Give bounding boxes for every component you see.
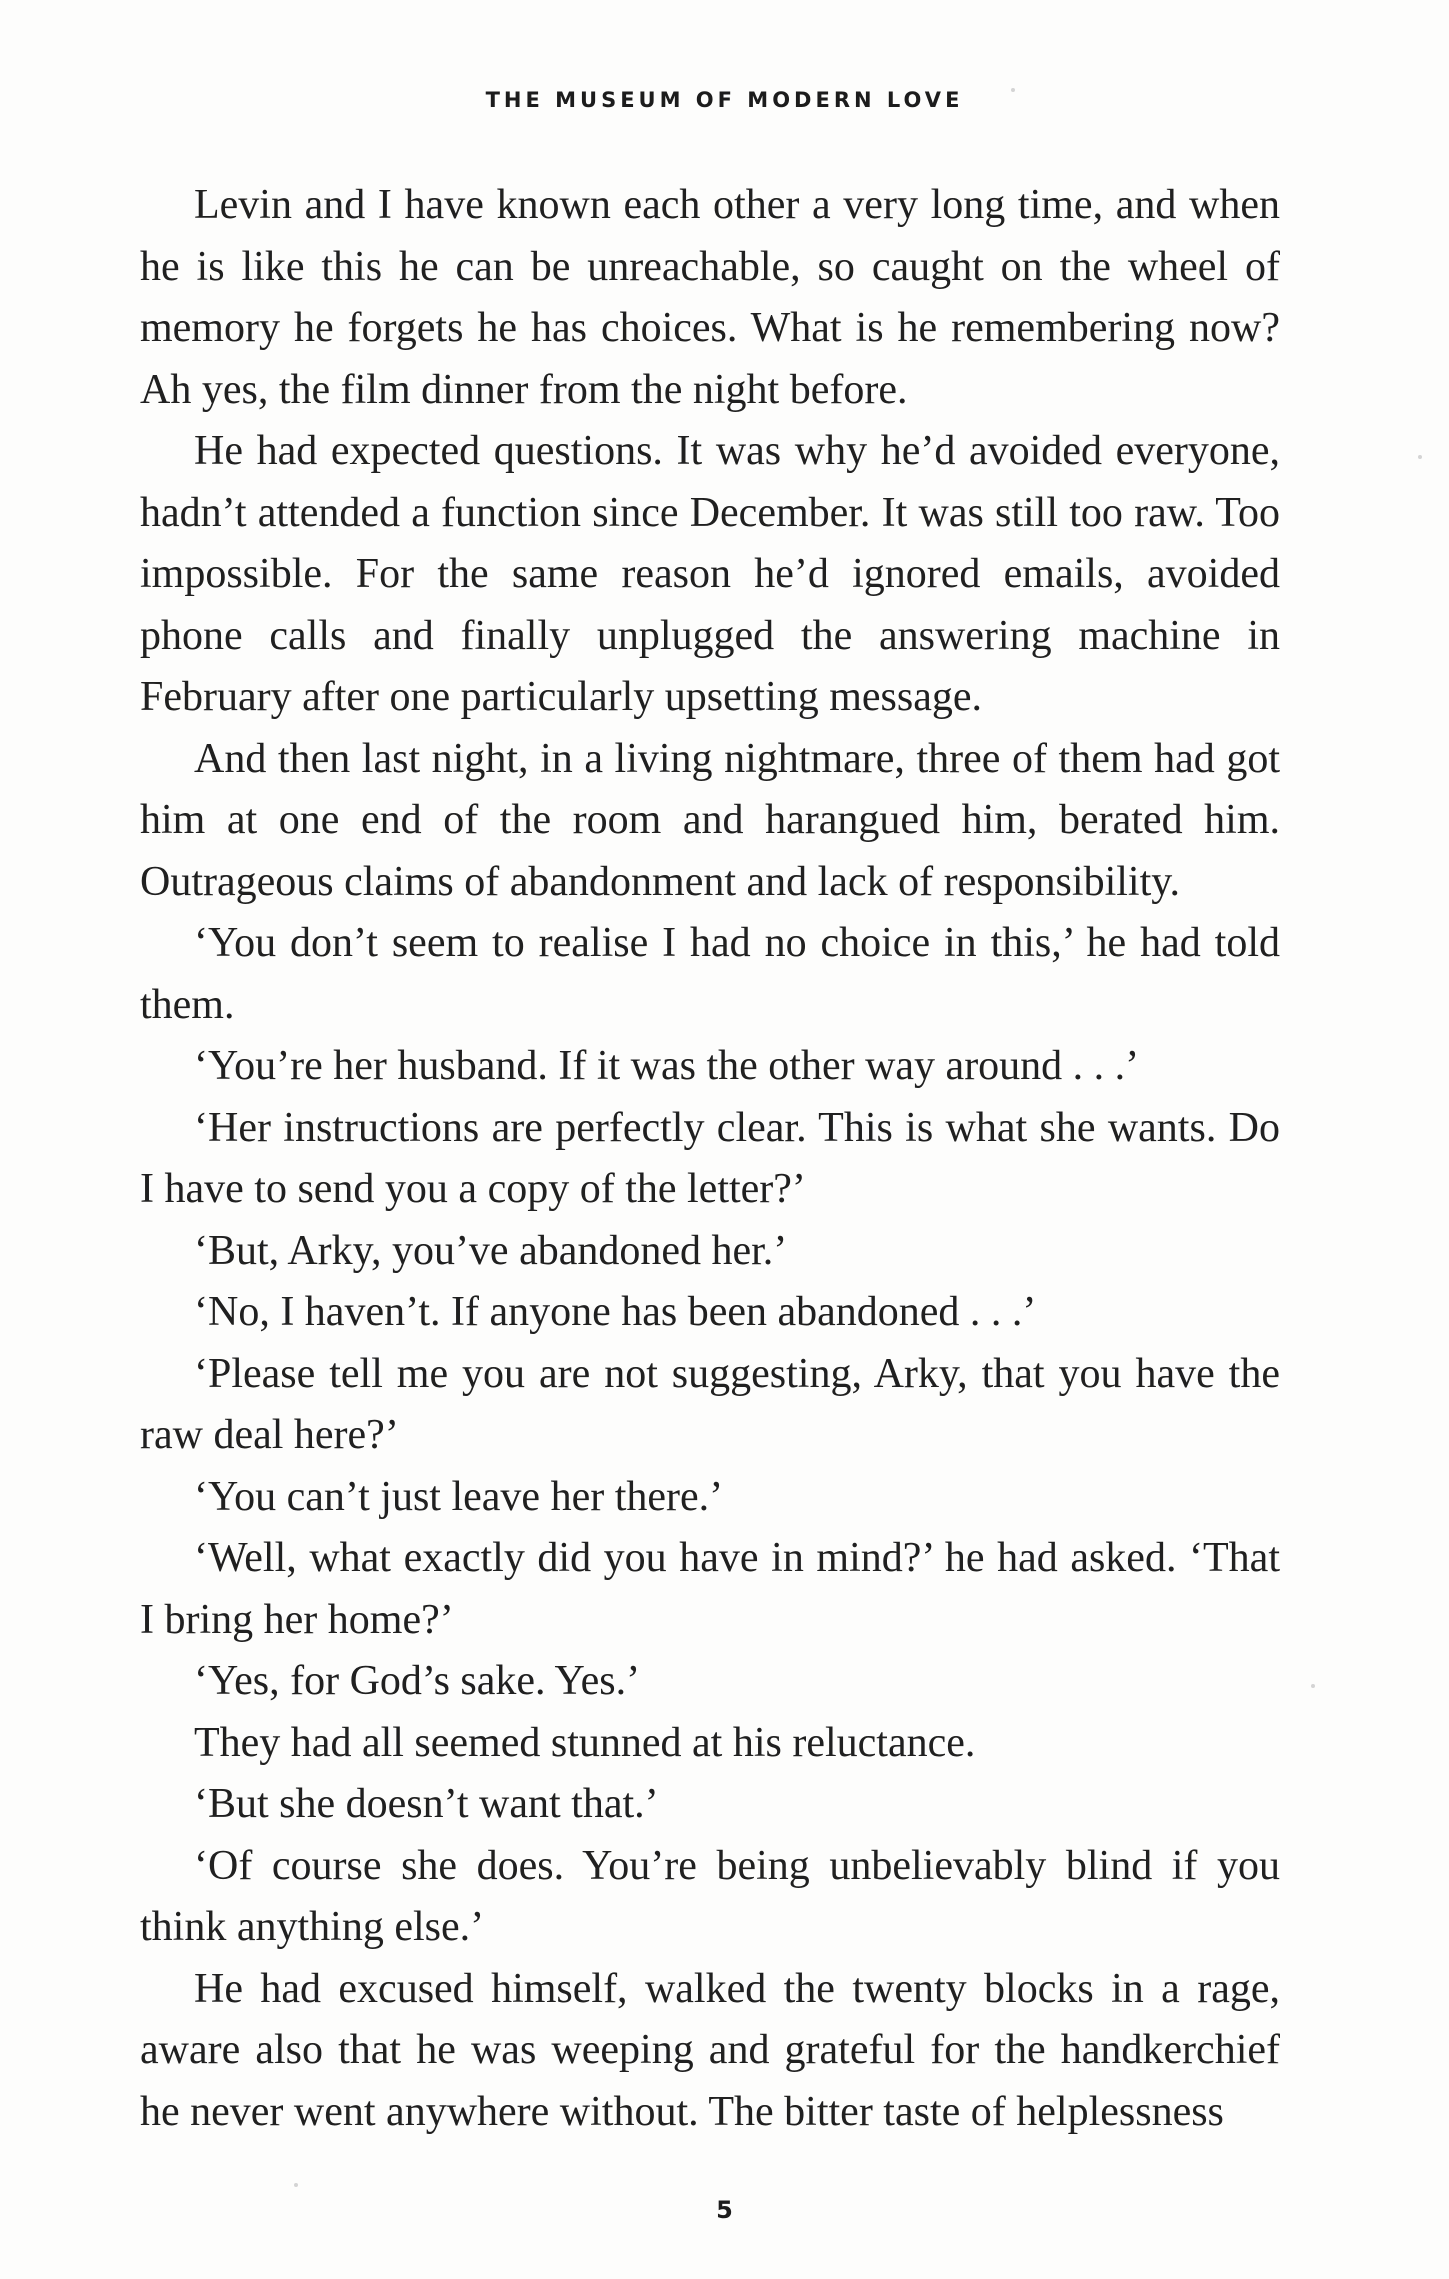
scan-speck	[1011, 88, 1015, 92]
paragraph: ‘Well, what exactly did you have in mind?’ he had asked. ‘That I bring her home?’	[140, 1535, 1280, 1643]
body-text	[140, 175, 1280, 2143]
paragraph: ‘No, I haven’t. If anyone has been abandoned . . .’	[194, 1289, 1037, 1335]
scan-speck	[294, 2183, 298, 2187]
running-head: THE MUSEUM OF MODERN LOVE	[485, 88, 964, 112]
scan-speck	[1311, 1684, 1315, 1688]
paragraph: ‘You’re her husband. If it was the other way around . . .’	[194, 1043, 1140, 1089]
paragraph: Levin and I have known each other a very long time, and when he is like this he can be unreachable, so caught on the wheel of memory he forgets he has choices. What is he remembering now? Ah yes, the film dinner from the night before.	[140, 182, 1280, 413]
paragraph: They had all seemed stunned at his reluctance.	[194, 1719, 976, 1766]
paragraph: He had excused himself, walked the twenty blocks in a rage, aware also that he was weeping and grateful for the handkerchief he never went anywhere without. The bitter taste of helplessness	[140, 1965, 1280, 2135]
page-number: 5	[716, 2196, 733, 2224]
paragraph: ‘You don’t seem to realise I had no choice in this,’ he had told them.	[140, 920, 1280, 1028]
paragraph: And then last night, in a living nightmare, three of them had got him at one end of the room and harangued him, berated him. Outrageous claims of abandonment and lack of responsibility.	[140, 735, 1280, 905]
paragraph: ‘Yes, for God’s sake. Yes.’	[194, 1658, 641, 1704]
paragraph: ‘But, Arky, you’ve abandoned her.’	[194, 1227, 788, 1274]
scan-speck	[1418, 455, 1422, 459]
paragraph: ‘Please tell me you are not suggesting, Arky, that you have the raw deal here?’	[140, 1350, 1280, 1458]
paragraph: ‘Her instructions are perfectly clear. This is what she wants. Do I have to send you a copy of the letter?’	[140, 1104, 1280, 1212]
paragraph: ‘Of course she does. You’re being unbelievably blind if you think anything else.’	[140, 1842, 1280, 1950]
paragraph: ‘You can’t just leave her there.’	[194, 1473, 724, 1520]
paragraph: He had expected questions. It was why he’d avoided everyone, hadn’t attended a function since December. It was still too raw. Too impossible. For the same reason he’d ignored emails, avoided phone calls and finally unplugged the answering machine in February after one particularly upsetting message.	[140, 428, 1280, 720]
paragraph: ‘But she doesn’t want that.’	[194, 1781, 659, 1827]
